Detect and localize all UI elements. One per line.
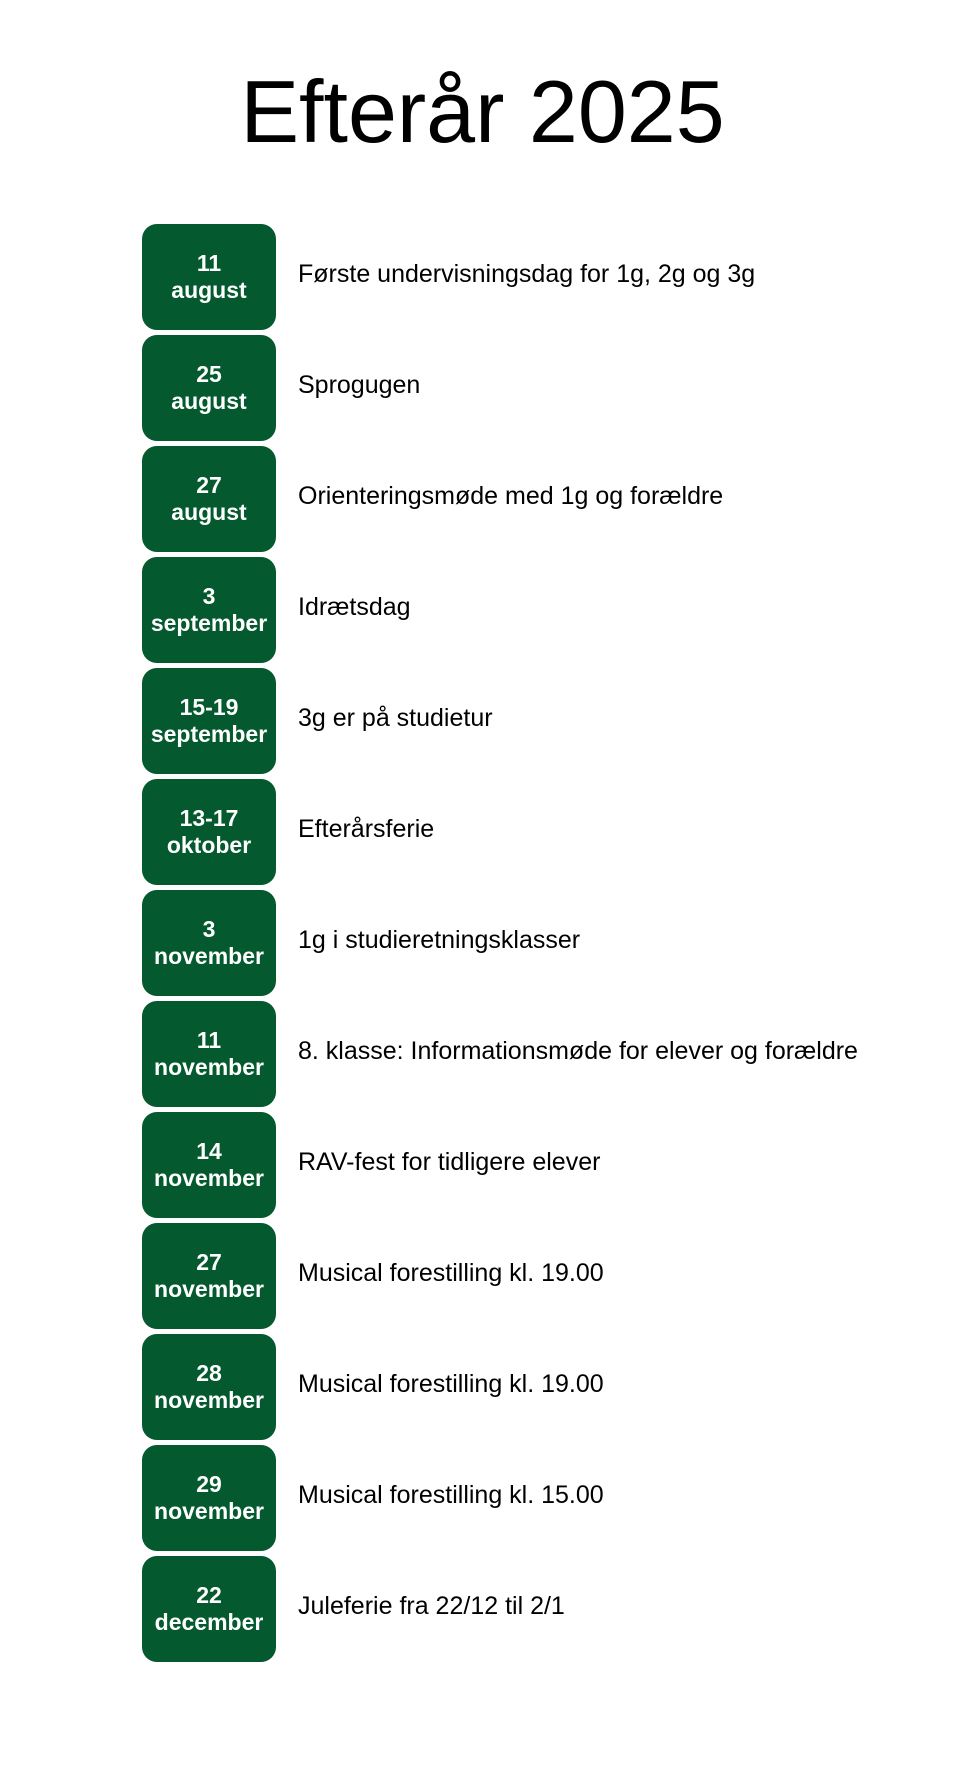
event-description: 1g i studieretningsklasser [298, 925, 581, 954]
page-title: Efterår 2025 [240, 62, 725, 161]
event-item [142, 1001, 942, 1107]
date-day: 3 [202, 916, 216, 942]
event-item [142, 1112, 942, 1218]
event-item [142, 224, 942, 330]
event-item [142, 1334, 942, 1440]
date-month: december [154, 1609, 264, 1635]
date-badge [142, 1556, 276, 1662]
event-description: RAV-fest for tidligere elever [298, 1147, 601, 1176]
date-day: 14 [196, 1138, 222, 1164]
event-description: Orienteringsmøde med 1g og forældre [298, 481, 724, 510]
event-description: Juleferie fra 22/12 til 2/1 [298, 1591, 565, 1620]
date-day: 15-19 [179, 694, 239, 720]
date-badge [142, 1445, 276, 1551]
event-description: Idrætsdag [298, 592, 411, 621]
date-month: november [154, 1387, 264, 1413]
date-day: 22 [196, 1582, 222, 1608]
event-list [142, 224, 942, 1667]
date-month: september [150, 721, 268, 747]
date-badge [142, 1001, 276, 1107]
event-description: 8. klasse: Informationsmøde for elever og forældre [298, 1036, 858, 1065]
date-month: september [150, 610, 268, 636]
event-item [142, 335, 942, 441]
event-item [142, 557, 942, 663]
date-day: 11 [196, 250, 222, 276]
date-month: november [154, 1054, 264, 1080]
date-badge [142, 446, 276, 552]
date-month: august [171, 277, 247, 303]
event-description: Sprogugen [298, 370, 421, 399]
date-badge [142, 1334, 276, 1440]
date-badge [142, 1223, 276, 1329]
date-badge [142, 779, 276, 885]
date-badge [142, 335, 276, 441]
event-item [142, 1556, 942, 1662]
date-badge [142, 1112, 276, 1218]
date-badge [142, 224, 276, 330]
date-month: november [154, 1165, 264, 1191]
date-day: 27 [196, 1249, 222, 1275]
date-month: november [154, 943, 264, 969]
event-item [142, 446, 942, 552]
date-month: november [154, 1276, 264, 1302]
event-item [142, 668, 942, 774]
date-day: 25 [196, 361, 222, 387]
event-item [142, 1223, 942, 1329]
date-badge [142, 557, 276, 663]
date-day: 27 [196, 472, 222, 498]
date-month: november [154, 1498, 264, 1524]
date-badge [142, 668, 276, 774]
date-day: 29 [196, 1471, 222, 1497]
event-description: Efterårsferie [298, 814, 435, 843]
date-day: 13-17 [179, 805, 239, 831]
date-badge [142, 890, 276, 996]
event-item [142, 1445, 942, 1551]
date-day: 11 [196, 1027, 222, 1053]
date-day: 3 [202, 583, 216, 609]
event-item [142, 890, 942, 996]
event-item [142, 779, 942, 885]
date-month: august [171, 499, 247, 525]
event-description: Første undervisningsdag for 1g, 2g og 3g [298, 259, 756, 288]
event-description: 3g er på studietur [298, 703, 493, 732]
event-description: Musical forestilling kl. 19.00 [298, 1258, 604, 1287]
date-month: august [171, 388, 247, 414]
event-description: Musical forestilling kl. 15.00 [298, 1480, 604, 1509]
event-description: Musical forestilling kl. 19.00 [298, 1369, 604, 1398]
date-day: 28 [196, 1360, 222, 1386]
date-month: oktober [166, 832, 252, 858]
